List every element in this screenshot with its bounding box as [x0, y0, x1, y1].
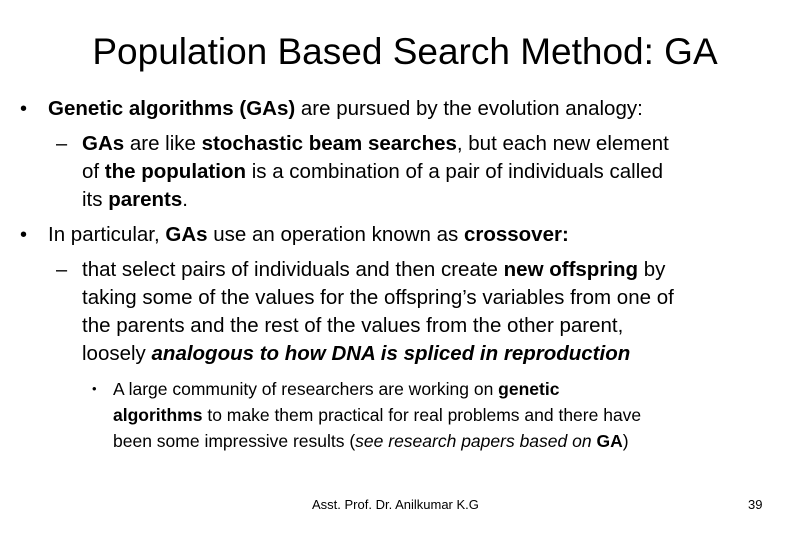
- dash-marker: –: [56, 259, 68, 281]
- bullet-marker: •: [20, 224, 28, 246]
- sub-bullet-line-2: of the population is a combination of a pair of individuals called: [82, 160, 664, 183]
- sub-bullet-line-4: that select pairs of individuals and then create new offspring by: [82, 258, 666, 281]
- sub-bullet-line-7: loosely analogous to how DNA is spliced in reproduction: [82, 342, 631, 365]
- slide-title: Population Based Search Method: GA: [92, 31, 718, 72]
- bullet-marker: •: [20, 98, 28, 120]
- sub-bullet-line-5: taking some of the values for the offspring’s variables from one of: [82, 286, 674, 309]
- sub-bullet-line-3: its parents.: [82, 188, 188, 211]
- footer-author: Asst. Prof. Dr. Anilkumar K.G: [312, 497, 479, 512]
- bullet-line-2: In particular, GAs use an operation known as crossover:: [48, 223, 569, 246]
- third-level-line-1: A large community of researchers are working on genetic: [113, 379, 560, 399]
- small-bullet-marker: •: [92, 381, 97, 396]
- third-level-line-2: algorithms to make them practical for real problems and there have: [113, 405, 642, 425]
- bullet-line-1: Genetic algorithms (GAs) are pursued by the evolution analogy:: [48, 97, 643, 120]
- sub-bullet-line-1: GAs are like stochastic beam searches, but each new element: [82, 132, 669, 155]
- dash-marker: –: [56, 133, 68, 155]
- sub-bullet-line-6: the parents and the rest of the values from the other parent,: [82, 314, 624, 337]
- page-number: 39: [748, 497, 763, 512]
- third-level-line-3: been some impressive results (see research papers based on GA): [113, 431, 629, 451]
